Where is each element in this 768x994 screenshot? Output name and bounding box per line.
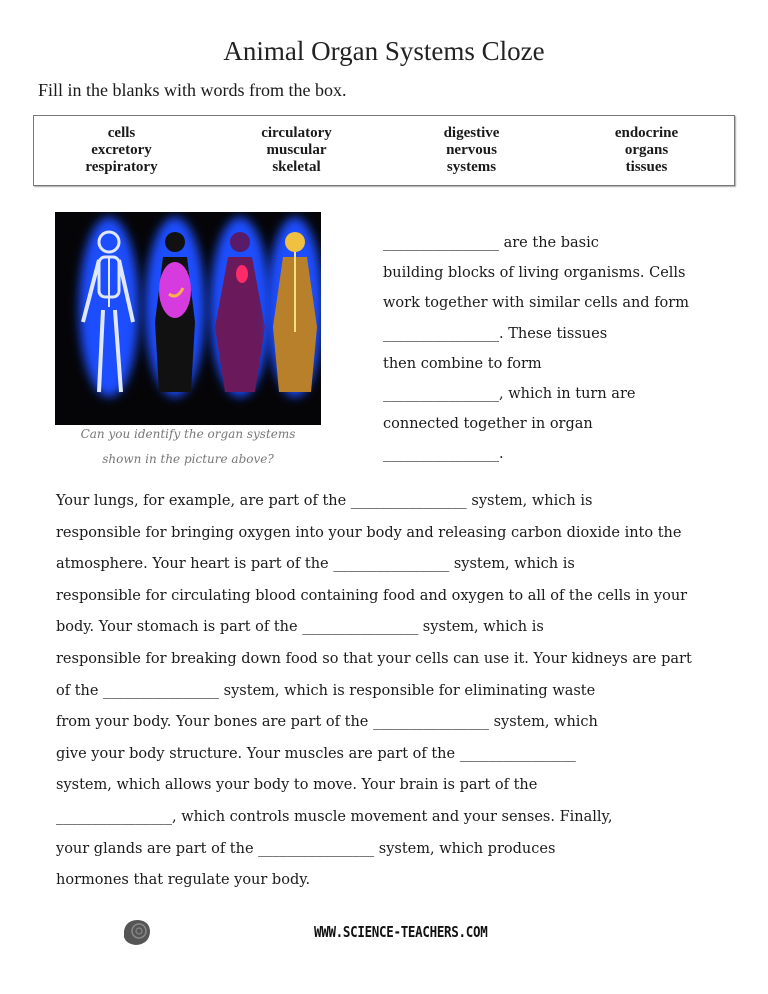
text-line: your glands are part of the ________________ system, which produces — [56, 840, 556, 857]
text-line: responsible for circulating blood containing food and oxygen to all of the cells in your — [56, 587, 688, 604]
text-line: connected together in organ — [383, 416, 593, 433]
word: nervous — [446, 142, 497, 158]
word: digestive — [443, 125, 500, 141]
skeleton-figure — [79, 217, 139, 397]
word: cells — [107, 125, 136, 141]
text-line: then combine to form — [383, 355, 542, 372]
text-line: hormones that regulate your body. — [56, 872, 311, 889]
image-caption-line: Can you identify the organ systems — [80, 427, 296, 441]
word-column — [209, 116, 384, 185]
text-line: ________________ are the basic — [383, 235, 599, 251]
footer-url: WWW.SCIENCE-TEACHERS.COM — [314, 922, 488, 941]
text-line: ________________, which in turn are — [383, 386, 636, 403]
word-bank — [33, 115, 735, 186]
main-cloze-paragraph — [56, 486, 692, 897]
page-title: Animal Organ Systems Cloze — [223, 36, 545, 66]
text-line: responsible for breaking down food so that your cells can use it. Your kidneys are part — [56, 650, 692, 667]
digestive-figure — [145, 217, 205, 397]
text-line: responsible for bringing oxygen into your body and releasing carbon dioxide into the — [56, 524, 682, 541]
ammonite-shell-icon — [120, 917, 152, 951]
instructions: Fill in the blanks with words from the box. — [38, 80, 347, 100]
word: excretory — [91, 142, 152, 158]
text-line: of the ________________ system, which is responsible for eliminating waste — [56, 682, 596, 699]
word: tissues — [625, 159, 668, 175]
nervous-figure — [267, 217, 321, 397]
text-line: give your body structure. Your muscles are part of the ________________ — [56, 745, 576, 762]
text-line: body. Your stomach is part of the ________________ system, which is — [56, 619, 544, 636]
organ-systems-image — [55, 212, 321, 425]
word: organs — [624, 142, 669, 158]
text-line: atmosphere. Your heart is part of the ________________ system, which is — [56, 556, 575, 573]
word: skeletal — [272, 159, 321, 175]
side-cloze-text — [383, 228, 689, 470]
word: systems — [446, 159, 497, 175]
text-line: system, which allows your body to move. Your brain is part of the — [56, 777, 538, 794]
text-line: building blocks of living organisms. Cells — [383, 265, 686, 282]
word: endocrine — [614, 125, 679, 141]
word: respiratory — [85, 159, 158, 175]
text-line: work together with similar cells and form — [383, 295, 689, 312]
word-column — [559, 116, 734, 185]
word: circulatory — [261, 125, 332, 141]
word-column — [384, 116, 559, 185]
circulatory-figure — [210, 217, 270, 397]
word: muscular — [266, 142, 327, 158]
text-line: ________________, which controls muscle movement and your senses. Finally, — [56, 808, 613, 825]
image-caption-line: shown in the picture above? — [102, 452, 274, 466]
text-line: ________________. — [383, 446, 504, 463]
word-column — [34, 116, 209, 185]
text-line: from your body. Your bones are part of the ________________ system, which — [56, 714, 598, 731]
text-line: ________________. These tissues — [383, 325, 608, 342]
text-line: Your lungs, for example, are part of the ________________ system, which is — [56, 493, 593, 509]
